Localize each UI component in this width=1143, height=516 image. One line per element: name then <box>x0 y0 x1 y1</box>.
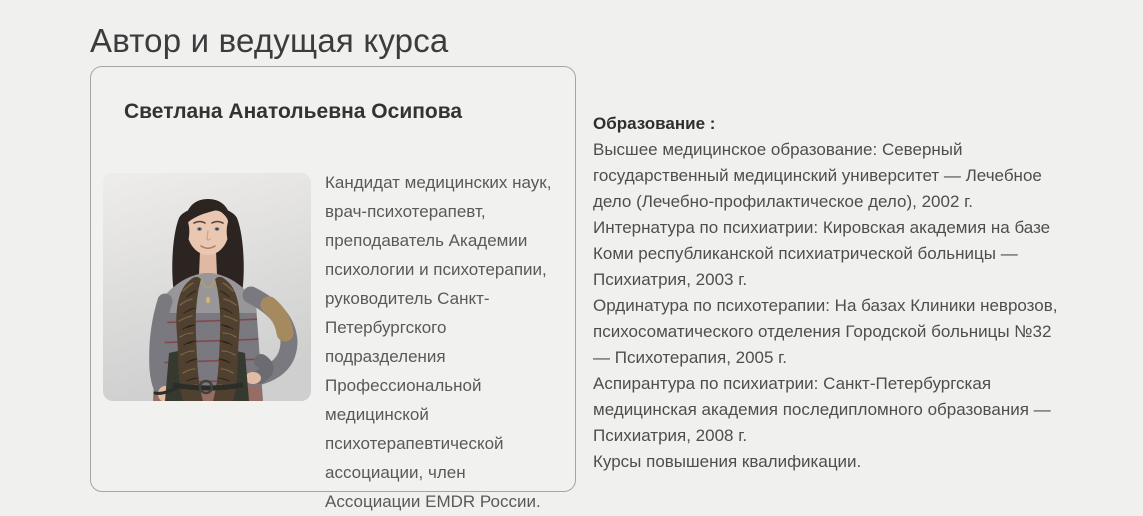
education-item: Интернатура по психиатрии: Кировская академия на базе Коми республиканской психиатрической больницы — Психиатрия, 2003 г. <box>593 218 1051 289</box>
education-section <box>593 111 1071 475</box>
education-title: Образование : <box>593 114 716 133</box>
education-item: Курсы повышения квалификации. <box>593 452 862 471</box>
author-photo <box>103 173 311 401</box>
author-bio: Кандидат медицинских наук, врач-психотерапевт, преподаватель Академии психологии и психотерапии, руководитель Санкт-Петербургского подразделения Профессиональной медицинской психотерапевтической ассоциации, член Ассоциации EMDR России. <box>325 173 552 511</box>
education-item: Высшее медицинское образование: Северный государственный медицинский университет — Лечебное дело (Лечебно-профилактическое дело), 2002 г. <box>593 140 1042 211</box>
page-title: Автор и ведущая курса <box>90 22 449 60</box>
author-card <box>90 66 576 511</box>
education-item: Ординатура по психотерапии: На базах Клиники неврозов, психосоматического отделения Городской больницы №32 — Психотерапия, 2005 г. <box>593 296 1058 367</box>
education-item: Аспирантура по психиатрии: Санкт-Петербургская медицинская академия последипломного образования — Психиатрия, 2008 г. <box>593 374 1051 445</box>
author-portrait-illustration <box>103 173 311 401</box>
author-name: Светлана Анатольевна Осипова <box>124 100 463 123</box>
